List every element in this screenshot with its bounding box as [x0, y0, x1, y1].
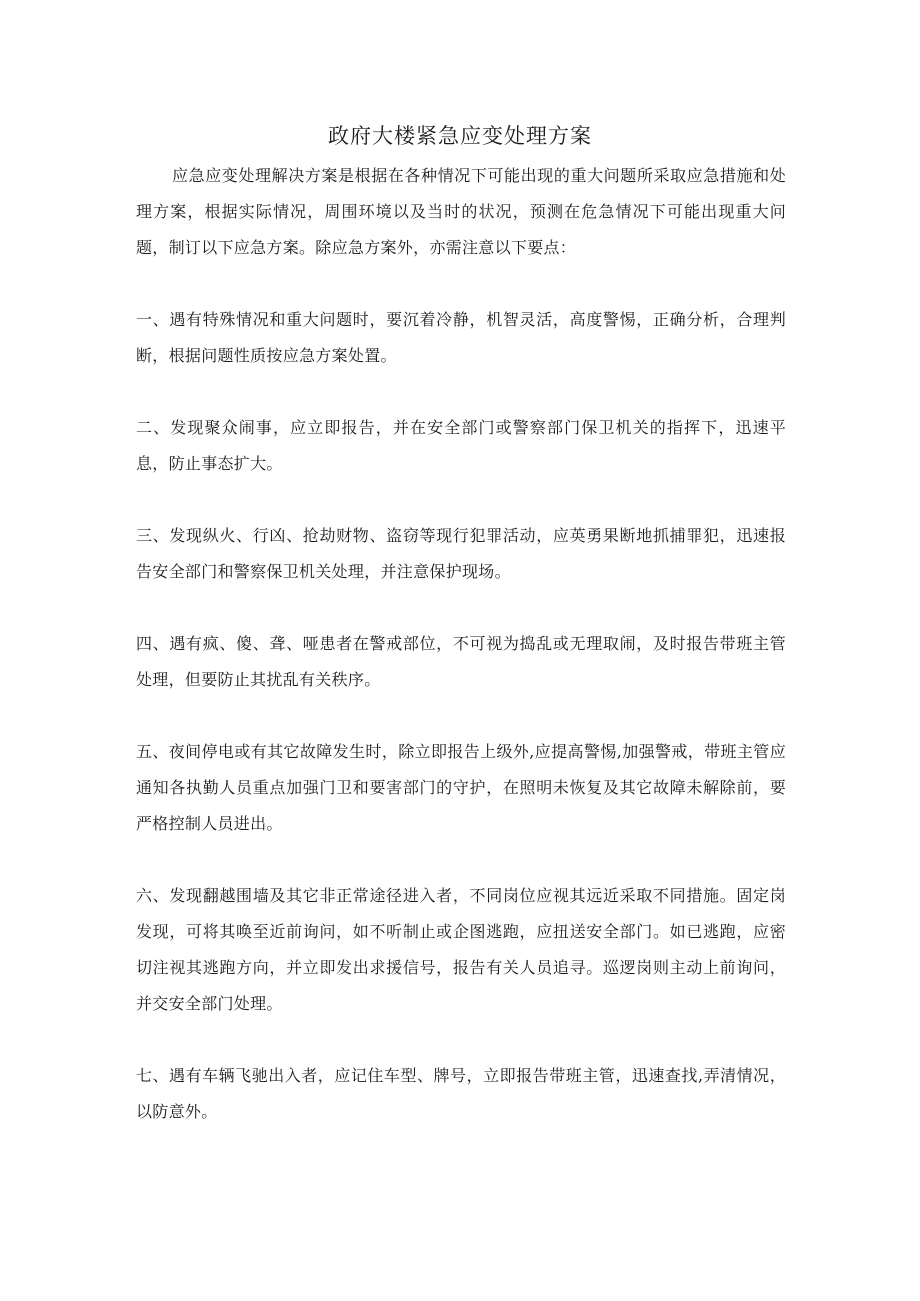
point-1-paragraph: 一、遇有特殊情况和重大问题时，要沉着冷静，机智灵活，高度警惕，正确分析，合理判断，根据问题性质按应急方案处置。: [136, 310, 786, 365]
paragraph-spacer: [136, 590, 786, 626]
point-6-paragraph: 六、发现翻越围墙及其它非正常途径进入者，不同岗位应视其远近采取不同措施。固定岗发现，可将其唤至近前询问，如不听制止或企图逃跑，应扭送安全部门。如已逃跑，应密切注视其逃跑方向，并立即发出求援信号，报告有关人员追寻。巡逻岗则主动上前询问，并交安全部门处理。: [136, 886, 786, 1013]
point-3-paragraph: 三、发现纵火、行凶、抢劫财物、盗窃等现行犯罪活动，应英勇果断地抓捕罪犯，迅速报告安全部门和警察保卫机关处理，并注意保护现场。: [136, 526, 786, 581]
point-7-paragraph: 七、遇有车辆飞驰出入者，应记住车型、牌号，立即报告带班主管，迅速查找,弄清情况，以防意外。: [136, 1066, 786, 1121]
paragraph-spacer: [136, 482, 786, 518]
point-2-paragraph: 二、发现聚众闹事，应立即报告，并在安全部门或警察部门保卫机关的指挥下，迅速平息，防止事态扩大。: [136, 418, 786, 473]
paragraph-spacer: [136, 266, 786, 302]
paragraph-spacer: [136, 374, 786, 410]
point-5-paragraph: 五、夜间停电或有其它故障发生时，除立即报告上级外,应提高警惕,加强警戒，带班主管应通知各执勤人员重点加强门卫和要害部门的守护，在照明未恢复及其它故障未解除前，要严格控制人员进出。: [136, 742, 786, 833]
page-title: 政府大楼紧急应变处理方案: [328, 124, 592, 148]
point-4-paragraph: 四、遇有疯、傻、聋、哑患者在警戒部位，不可视为捣乱或无理取闹，及时报告带班主管处理，但要防止其扰乱有关秩序。: [136, 634, 786, 689]
paragraph-spacer: [136, 698, 786, 734]
intro-paragraph: 应急应变处理解决方案是根据在各种情况下可能出现的重大问题所采取应急措施和处理方案，根据实际情况，周围环境以及当时的状况，预测在危急情况下可能出现重大问题，制订以下应急方案。除应急方案外，亦需注意以下要点：: [136, 166, 786, 257]
paragraph-spacer: [136, 1022, 786, 1058]
document-body: [136, 158, 786, 1130]
paragraph-spacer: [136, 842, 786, 878]
